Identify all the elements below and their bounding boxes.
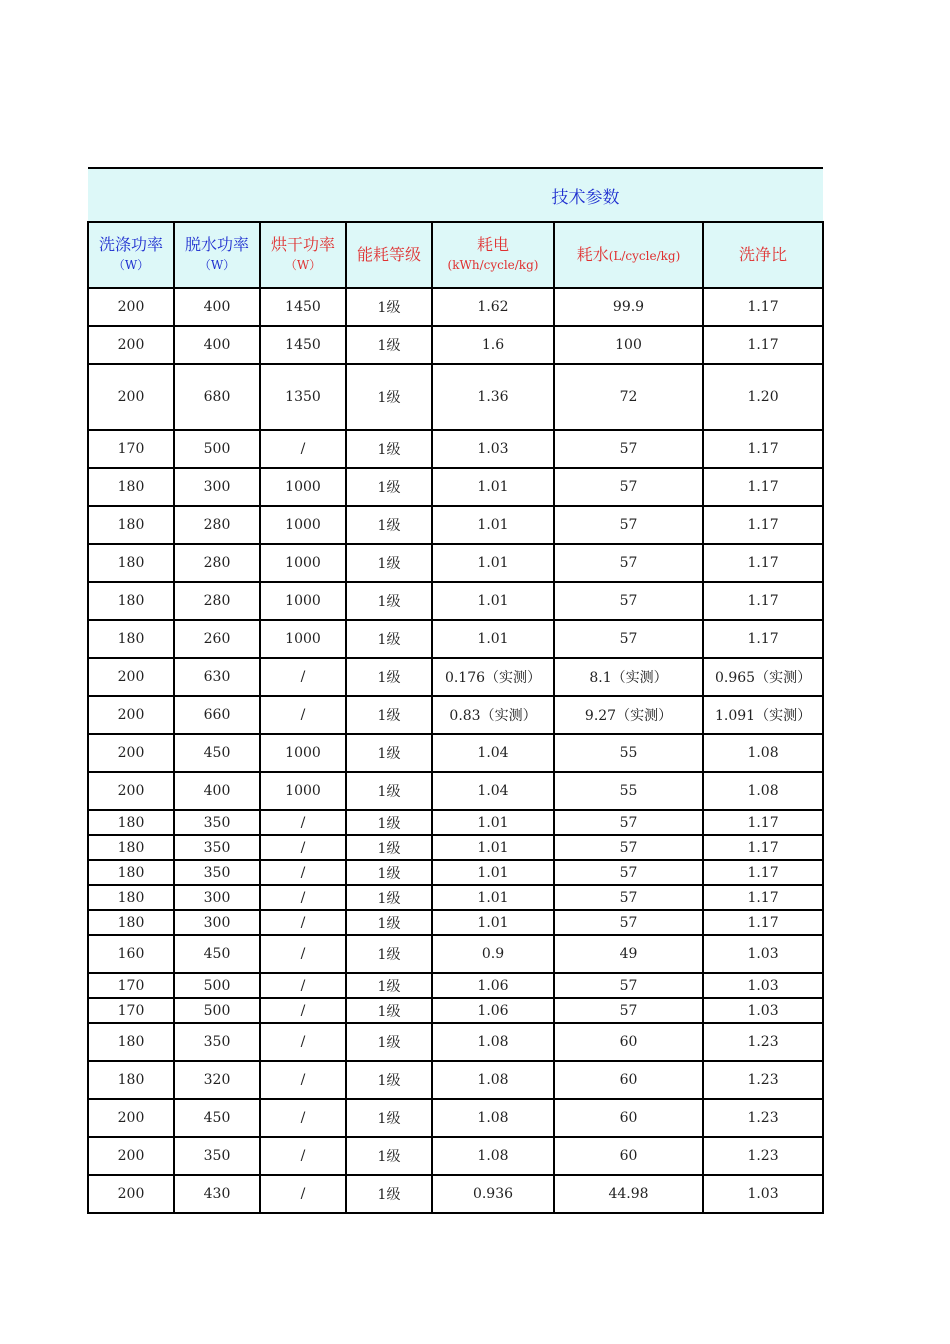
header-unit: （W） [112, 258, 150, 272]
table-title: 技术参数 [551, 187, 620, 208]
cell-dry-power: / [260, 430, 346, 468]
cell-water-consumption: 57 [554, 810, 703, 835]
cell-wash-ratio: 0.965（实测） [703, 658, 823, 696]
cell-spin-power: 300 [174, 910, 260, 935]
spec-sheet [87, 167, 822, 1214]
cell-wash-ratio: 1.17 [703, 885, 823, 910]
cell-spin-power: 300 [174, 885, 260, 910]
cell-wash-power: 180 [88, 910, 174, 935]
cell-wash-power: 170 [88, 973, 174, 998]
cell-wash-ratio: 1.17 [703, 326, 823, 364]
cell-spin-power: 450 [174, 935, 260, 973]
cell-water-consumption: 9.27（实测） [554, 696, 703, 734]
cell-power-consumption: 0.936 [432, 1175, 554, 1213]
spec-table-body [88, 168, 823, 1213]
cell-wash-ratio: 1.17 [703, 506, 823, 544]
cell-wash-power: 180 [88, 860, 174, 885]
cell-wash-power: 200 [88, 364, 174, 430]
cell-energy-grade: 1级 [346, 696, 432, 734]
cell-wash-power: 180 [88, 1061, 174, 1099]
cell-water-consumption: 55 [554, 734, 703, 772]
header-wash-power [88, 222, 174, 288]
cell-water-consumption: 60 [554, 1061, 703, 1099]
cell-dry-power: / [260, 998, 346, 1023]
cell-water-consumption: 57 [554, 430, 703, 468]
cell-energy-grade: 1级 [346, 1137, 432, 1175]
cell-wash-ratio: 1.17 [703, 835, 823, 860]
cell-dry-power: / [260, 1061, 346, 1099]
title-row [88, 168, 823, 222]
cell-water-consumption: 57 [554, 885, 703, 910]
spec-table [87, 167, 824, 1214]
cell-dry-power: / [260, 885, 346, 910]
cell-water-consumption: 72 [554, 364, 703, 430]
cell-power-consumption: 1.08 [432, 1023, 554, 1061]
cell-energy-grade: 1级 [346, 810, 432, 835]
cell-power-consumption: 1.03 [432, 430, 554, 468]
cell-spin-power: 430 [174, 1175, 260, 1213]
cell-power-consumption: 1.04 [432, 772, 554, 810]
cell-power-consumption: 1.36 [432, 364, 554, 430]
cell-wash-ratio: 1.08 [703, 734, 823, 772]
cell-energy-grade: 1级 [346, 468, 432, 506]
cell-wash-ratio: 1.17 [703, 544, 823, 582]
cell-wash-ratio: 1.17 [703, 430, 823, 468]
cell-dry-power: / [260, 973, 346, 998]
cell-wash-power: 180 [88, 544, 174, 582]
header-power-consumption [432, 222, 554, 288]
cell-spin-power: 350 [174, 1137, 260, 1175]
cell-energy-grade: 1级 [346, 835, 432, 860]
cell-water-consumption: 57 [554, 506, 703, 544]
cell-dry-power: / [260, 1175, 346, 1213]
cell-water-consumption: 57 [554, 620, 703, 658]
cell-wash-power: 200 [88, 1137, 174, 1175]
cell-power-consumption: 1.01 [432, 835, 554, 860]
cell-wash-ratio: 1.03 [703, 973, 823, 998]
cell-wash-ratio: 1.20 [703, 364, 823, 430]
cell-energy-grade: 1级 [346, 973, 432, 998]
cell-spin-power: 320 [174, 1061, 260, 1099]
table-row [88, 582, 823, 620]
cell-spin-power: 260 [174, 620, 260, 658]
table-row [88, 1099, 823, 1137]
cell-energy-grade: 1级 [346, 734, 432, 772]
header-label: 烘干功率 [270, 235, 335, 254]
cell-dry-power: 1450 [260, 288, 346, 326]
cell-energy-grade: 1级 [346, 326, 432, 364]
cell-power-consumption: 1.04 [432, 734, 554, 772]
cell-wash-ratio: 1.03 [703, 1175, 823, 1213]
cell-power-consumption: 1.62 [432, 288, 554, 326]
cell-wash-ratio: 1.17 [703, 860, 823, 885]
cell-wash-power: 200 [88, 658, 174, 696]
cell-energy-grade: 1级 [346, 364, 432, 430]
header-label: 耗水 [576, 244, 609, 264]
cell-water-consumption: 60 [554, 1137, 703, 1175]
cell-water-consumption: 57 [554, 835, 703, 860]
cell-dry-power: 1350 [260, 364, 346, 430]
cell-spin-power: 350 [174, 810, 260, 835]
cell-power-consumption: 0.176（实测） [432, 658, 554, 696]
cell-wash-ratio: 1.23 [703, 1023, 823, 1061]
cell-power-consumption: 0.9 [432, 935, 554, 973]
cell-wash-power: 180 [88, 506, 174, 544]
cell-wash-power: 180 [88, 835, 174, 860]
cell-dry-power: 1000 [260, 620, 346, 658]
cell-energy-grade: 1级 [346, 1061, 432, 1099]
cell-energy-grade: 1级 [346, 910, 432, 935]
cell-water-consumption: 55 [554, 772, 703, 810]
header-label: 脱水功率 [184, 235, 249, 254]
cell-power-consumption: 1.08 [432, 1061, 554, 1099]
cell-energy-grade: 1级 [346, 935, 432, 973]
cell-spin-power: 350 [174, 1023, 260, 1061]
cell-energy-grade: 1级 [346, 1099, 432, 1137]
cell-wash-power: 170 [88, 430, 174, 468]
cell-power-consumption: 1.01 [432, 544, 554, 582]
cell-dry-power: / [260, 910, 346, 935]
cell-energy-grade: 1级 [346, 582, 432, 620]
cell-dry-power: / [260, 1137, 346, 1175]
cell-water-consumption: 57 [554, 468, 703, 506]
cell-wash-power: 180 [88, 885, 174, 910]
cell-energy-grade: 1级 [346, 544, 432, 582]
cell-wash-power: 180 [88, 582, 174, 620]
cell-wash-power: 180 [88, 468, 174, 506]
cell-spin-power: 500 [174, 430, 260, 468]
cell-spin-power: 350 [174, 835, 260, 860]
table-row [88, 910, 823, 935]
cell-wash-power: 200 [88, 734, 174, 772]
table-row [88, 973, 823, 998]
cell-spin-power: 350 [174, 860, 260, 885]
cell-wash-ratio: 1.17 [703, 468, 823, 506]
table-row [88, 1137, 823, 1175]
header-unit: (L/cycle/kg) [608, 248, 681, 263]
cell-spin-power: 280 [174, 506, 260, 544]
cell-spin-power: 400 [174, 772, 260, 810]
header-water-consumption [554, 222, 703, 288]
table-row [88, 885, 823, 910]
cell-power-consumption: 1.06 [432, 998, 554, 1023]
cell-power-consumption: 0.83（实测） [432, 696, 554, 734]
cell-energy-grade: 1级 [346, 885, 432, 910]
table-row [88, 326, 823, 364]
table-row [88, 1175, 823, 1213]
table-row [88, 364, 823, 430]
cell-dry-power: 1000 [260, 544, 346, 582]
table-row [88, 1061, 823, 1099]
cell-dry-power: / [260, 696, 346, 734]
table-row [88, 860, 823, 885]
cell-wash-ratio: 1.17 [703, 810, 823, 835]
cell-dry-power: / [260, 835, 346, 860]
cell-wash-ratio: 1.17 [703, 288, 823, 326]
table-row [88, 835, 823, 860]
cell-spin-power: 280 [174, 582, 260, 620]
table-row [88, 430, 823, 468]
header-dry-power [260, 222, 346, 288]
cell-water-consumption: 57 [554, 973, 703, 998]
cell-wash-ratio: 1.03 [703, 935, 823, 973]
cell-spin-power: 280 [174, 544, 260, 582]
cell-energy-grade: 1级 [346, 998, 432, 1023]
cell-wash-ratio: 1.03 [703, 998, 823, 1023]
cell-water-consumption: 60 [554, 1023, 703, 1061]
cell-water-consumption: 57 [554, 910, 703, 935]
cell-wash-ratio: 1.23 [703, 1061, 823, 1099]
cell-water-consumption: 100 [554, 326, 703, 364]
cell-wash-power: 200 [88, 772, 174, 810]
table-row [88, 772, 823, 810]
cell-power-consumption: 1.06 [432, 973, 554, 998]
header-label: 能耗等级 [356, 245, 421, 264]
table-row [88, 734, 823, 772]
table-row [88, 696, 823, 734]
cell-spin-power: 400 [174, 288, 260, 326]
cell-energy-grade: 1级 [346, 860, 432, 885]
cell-wash-power: 180 [88, 620, 174, 658]
table-row [88, 658, 823, 696]
cell-power-consumption: 1.08 [432, 1099, 554, 1137]
cell-spin-power: 500 [174, 973, 260, 998]
cell-dry-power: / [260, 1023, 346, 1061]
cell-dry-power: 1000 [260, 734, 346, 772]
cell-dry-power: 1450 [260, 326, 346, 364]
table-row [88, 288, 823, 326]
cell-water-consumption: 99.9 [554, 288, 703, 326]
cell-dry-power: / [260, 1099, 346, 1137]
header-label: 耗电 [476, 235, 509, 254]
header-label: 洗净比 [739, 245, 788, 264]
cell-wash-power: 180 [88, 1023, 174, 1061]
cell-wash-power: 200 [88, 696, 174, 734]
cell-water-consumption: 57 [554, 860, 703, 885]
cell-wash-ratio: 1.23 [703, 1099, 823, 1137]
table-row [88, 810, 823, 835]
cell-spin-power: 680 [174, 364, 260, 430]
cell-wash-power: 170 [88, 998, 174, 1023]
cell-water-consumption: 44.98 [554, 1175, 703, 1213]
cell-water-consumption: 49 [554, 935, 703, 973]
header-unit: （W） [284, 258, 322, 272]
cell-power-consumption: 1.01 [432, 860, 554, 885]
cell-power-consumption: 1.01 [432, 810, 554, 835]
cell-spin-power: 400 [174, 326, 260, 364]
table-row [88, 935, 823, 973]
cell-wash-ratio: 1.17 [703, 620, 823, 658]
cell-power-consumption: 1.08 [432, 1137, 554, 1175]
cell-spin-power: 660 [174, 696, 260, 734]
cell-wash-ratio: 1.08 [703, 772, 823, 810]
table-row [88, 544, 823, 582]
cell-wash-ratio: 1.091（实测） [703, 696, 823, 734]
cell-power-consumption: 1.01 [432, 620, 554, 658]
cell-wash-power: 160 [88, 935, 174, 973]
cell-power-consumption: 1.01 [432, 582, 554, 620]
cell-energy-grade: 1级 [346, 658, 432, 696]
table-row [88, 468, 823, 506]
cell-dry-power: / [260, 658, 346, 696]
cell-spin-power: 630 [174, 658, 260, 696]
cell-dry-power: / [260, 810, 346, 835]
cell-water-consumption: 57 [554, 998, 703, 1023]
header-label: 洗涤功率 [98, 235, 163, 254]
header-unit: (kWh/cycle/kg) [447, 258, 539, 272]
table-row [88, 506, 823, 544]
table-row [88, 1023, 823, 1061]
cell-energy-grade: 1级 [346, 1023, 432, 1061]
cell-power-consumption: 1.01 [432, 468, 554, 506]
cell-spin-power: 300 [174, 468, 260, 506]
header-row [88, 222, 823, 288]
table-row [88, 998, 823, 1023]
table-title-cell [88, 168, 823, 222]
cell-water-consumption: 60 [554, 1099, 703, 1137]
cell-power-consumption: 1.6 [432, 326, 554, 364]
cell-water-consumption: 8.1（实测） [554, 658, 703, 696]
cell-energy-grade: 1级 [346, 288, 432, 326]
cell-energy-grade: 1级 [346, 772, 432, 810]
cell-wash-power: 200 [88, 1099, 174, 1137]
cell-wash-power: 180 [88, 810, 174, 835]
cell-energy-grade: 1级 [346, 620, 432, 658]
header-spin-power [174, 222, 260, 288]
cell-power-consumption: 1.01 [432, 506, 554, 544]
cell-dry-power: / [260, 860, 346, 885]
cell-wash-ratio: 1.17 [703, 910, 823, 935]
cell-water-consumption: 57 [554, 544, 703, 582]
cell-water-consumption: 57 [554, 582, 703, 620]
cell-power-consumption: 1.01 [432, 885, 554, 910]
cell-energy-grade: 1级 [346, 506, 432, 544]
cell-dry-power: 1000 [260, 506, 346, 544]
cell-spin-power: 500 [174, 998, 260, 1023]
cell-wash-power: 200 [88, 1175, 174, 1213]
cell-wash-ratio: 1.17 [703, 582, 823, 620]
header-energy-grade [346, 222, 432, 288]
cell-dry-power: 1000 [260, 468, 346, 506]
cell-wash-power: 200 [88, 288, 174, 326]
cell-energy-grade: 1级 [346, 430, 432, 468]
cell-wash-ratio: 1.23 [703, 1137, 823, 1175]
cell-spin-power: 450 [174, 734, 260, 772]
cell-dry-power: / [260, 935, 346, 973]
header-wash-ratio [703, 222, 823, 288]
cell-wash-power: 200 [88, 326, 174, 364]
cell-spin-power: 450 [174, 1099, 260, 1137]
cell-power-consumption: 1.01 [432, 910, 554, 935]
cell-dry-power: 1000 [260, 772, 346, 810]
header-unit: （W） [198, 258, 236, 272]
table-row [88, 620, 823, 658]
cell-dry-power: 1000 [260, 582, 346, 620]
cell-energy-grade: 1级 [346, 1175, 432, 1213]
